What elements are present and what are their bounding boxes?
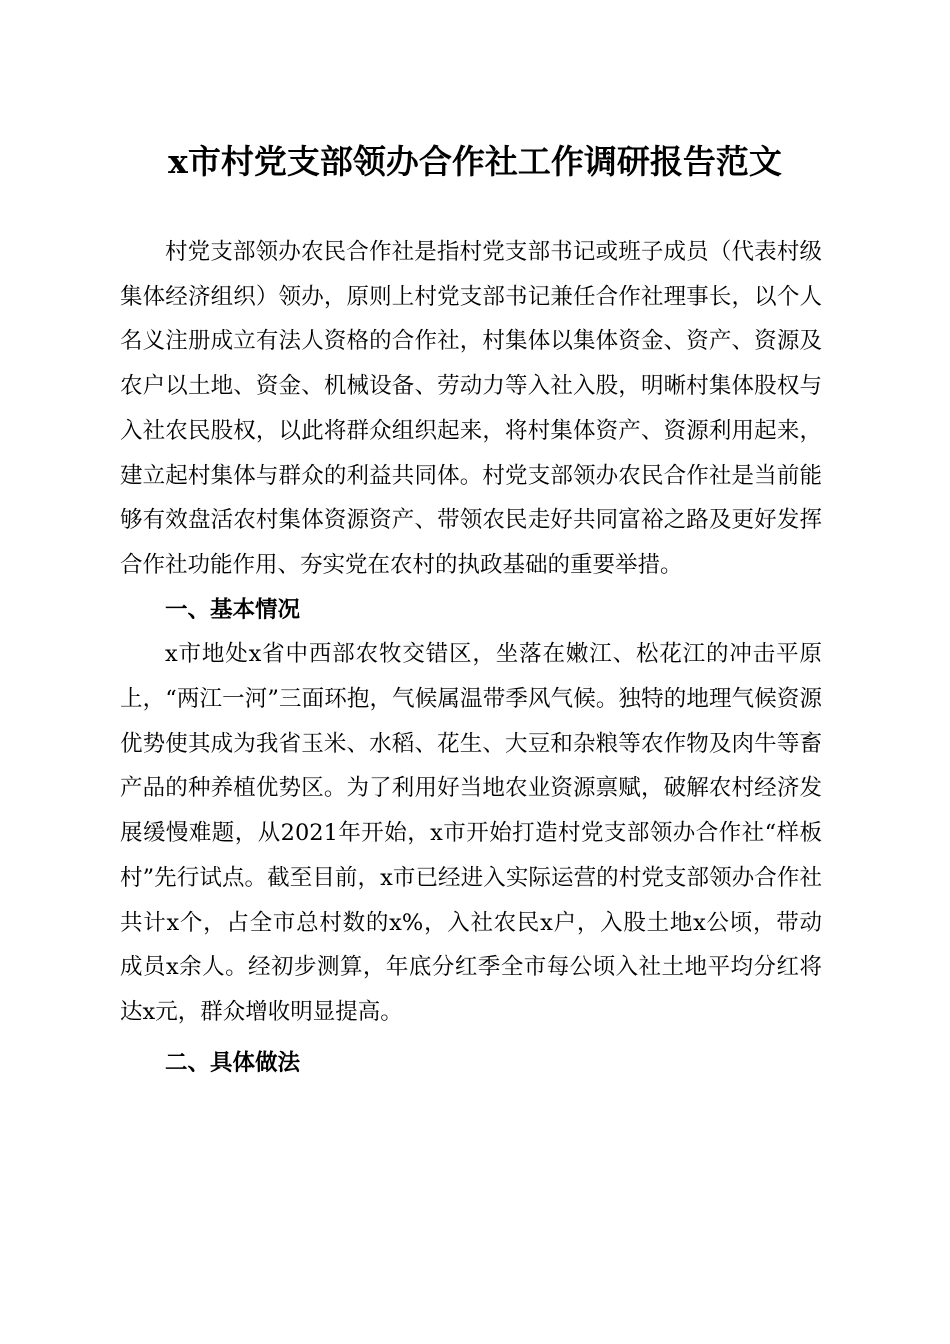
intro-paragraph: 村党支部领办农民合作社是指村党支部书记或班子成员（代表村级集体经济组织）领办，原则上村党支部书记兼任合作社理事长，以个人名义注册成立有法人资格的合作社，村集体以集体资金、资产、资源及农户以土地、资金、机械设备、劳动力等入社入股，明晰村集体股权与入社农民股权，以此将群众组织起来，将村集体资产、资源利用起来，建立起村集体与群众的利益共同体。村党支部领办农民合作社是当前能够有效盘活农村集体资源资产、带领农民走好共同富裕之路及更好发挥合作社功能作用、夯实党在农村的执政基础的重要举措。 [120, 239, 822, 578]
section-heading-practice: 二、具体做法 [165, 1049, 301, 1076]
document-body [120, 230, 822, 1085]
section-heading-basic: 一、基本情况 [165, 596, 301, 623]
document-title: x市村党支部领办合作社工作调研报告范文 [168, 142, 782, 181]
basic-situation-paragraph: x市地处x省中西部农牧交错区，坐落在嫩江、松花江的冲击平原上，“两江一河”三面环抱，气候属温带季风气候。独特的地理气候资源优势使其成为我省玉米、水稻、花生、大豆和杂粮等农作物及肉牛等畜产品的种养植优势区。为了利用好当地农业资源禀赋，破解农村经济发展缓慢难题，从2021年开始，x市开始打造村党支部领办合作社“样板村”先行试点。截至目前，x市已经进入实际运营的村党支部领办合作社共计x个，占全市总村数的x%，入社农民x户，入股土地x公顷，带动成员x余人。经初步测算，年底分红季全市每公顷入社土地平均分红将达x元，群众增收明显提高。 [120, 641, 822, 1025]
